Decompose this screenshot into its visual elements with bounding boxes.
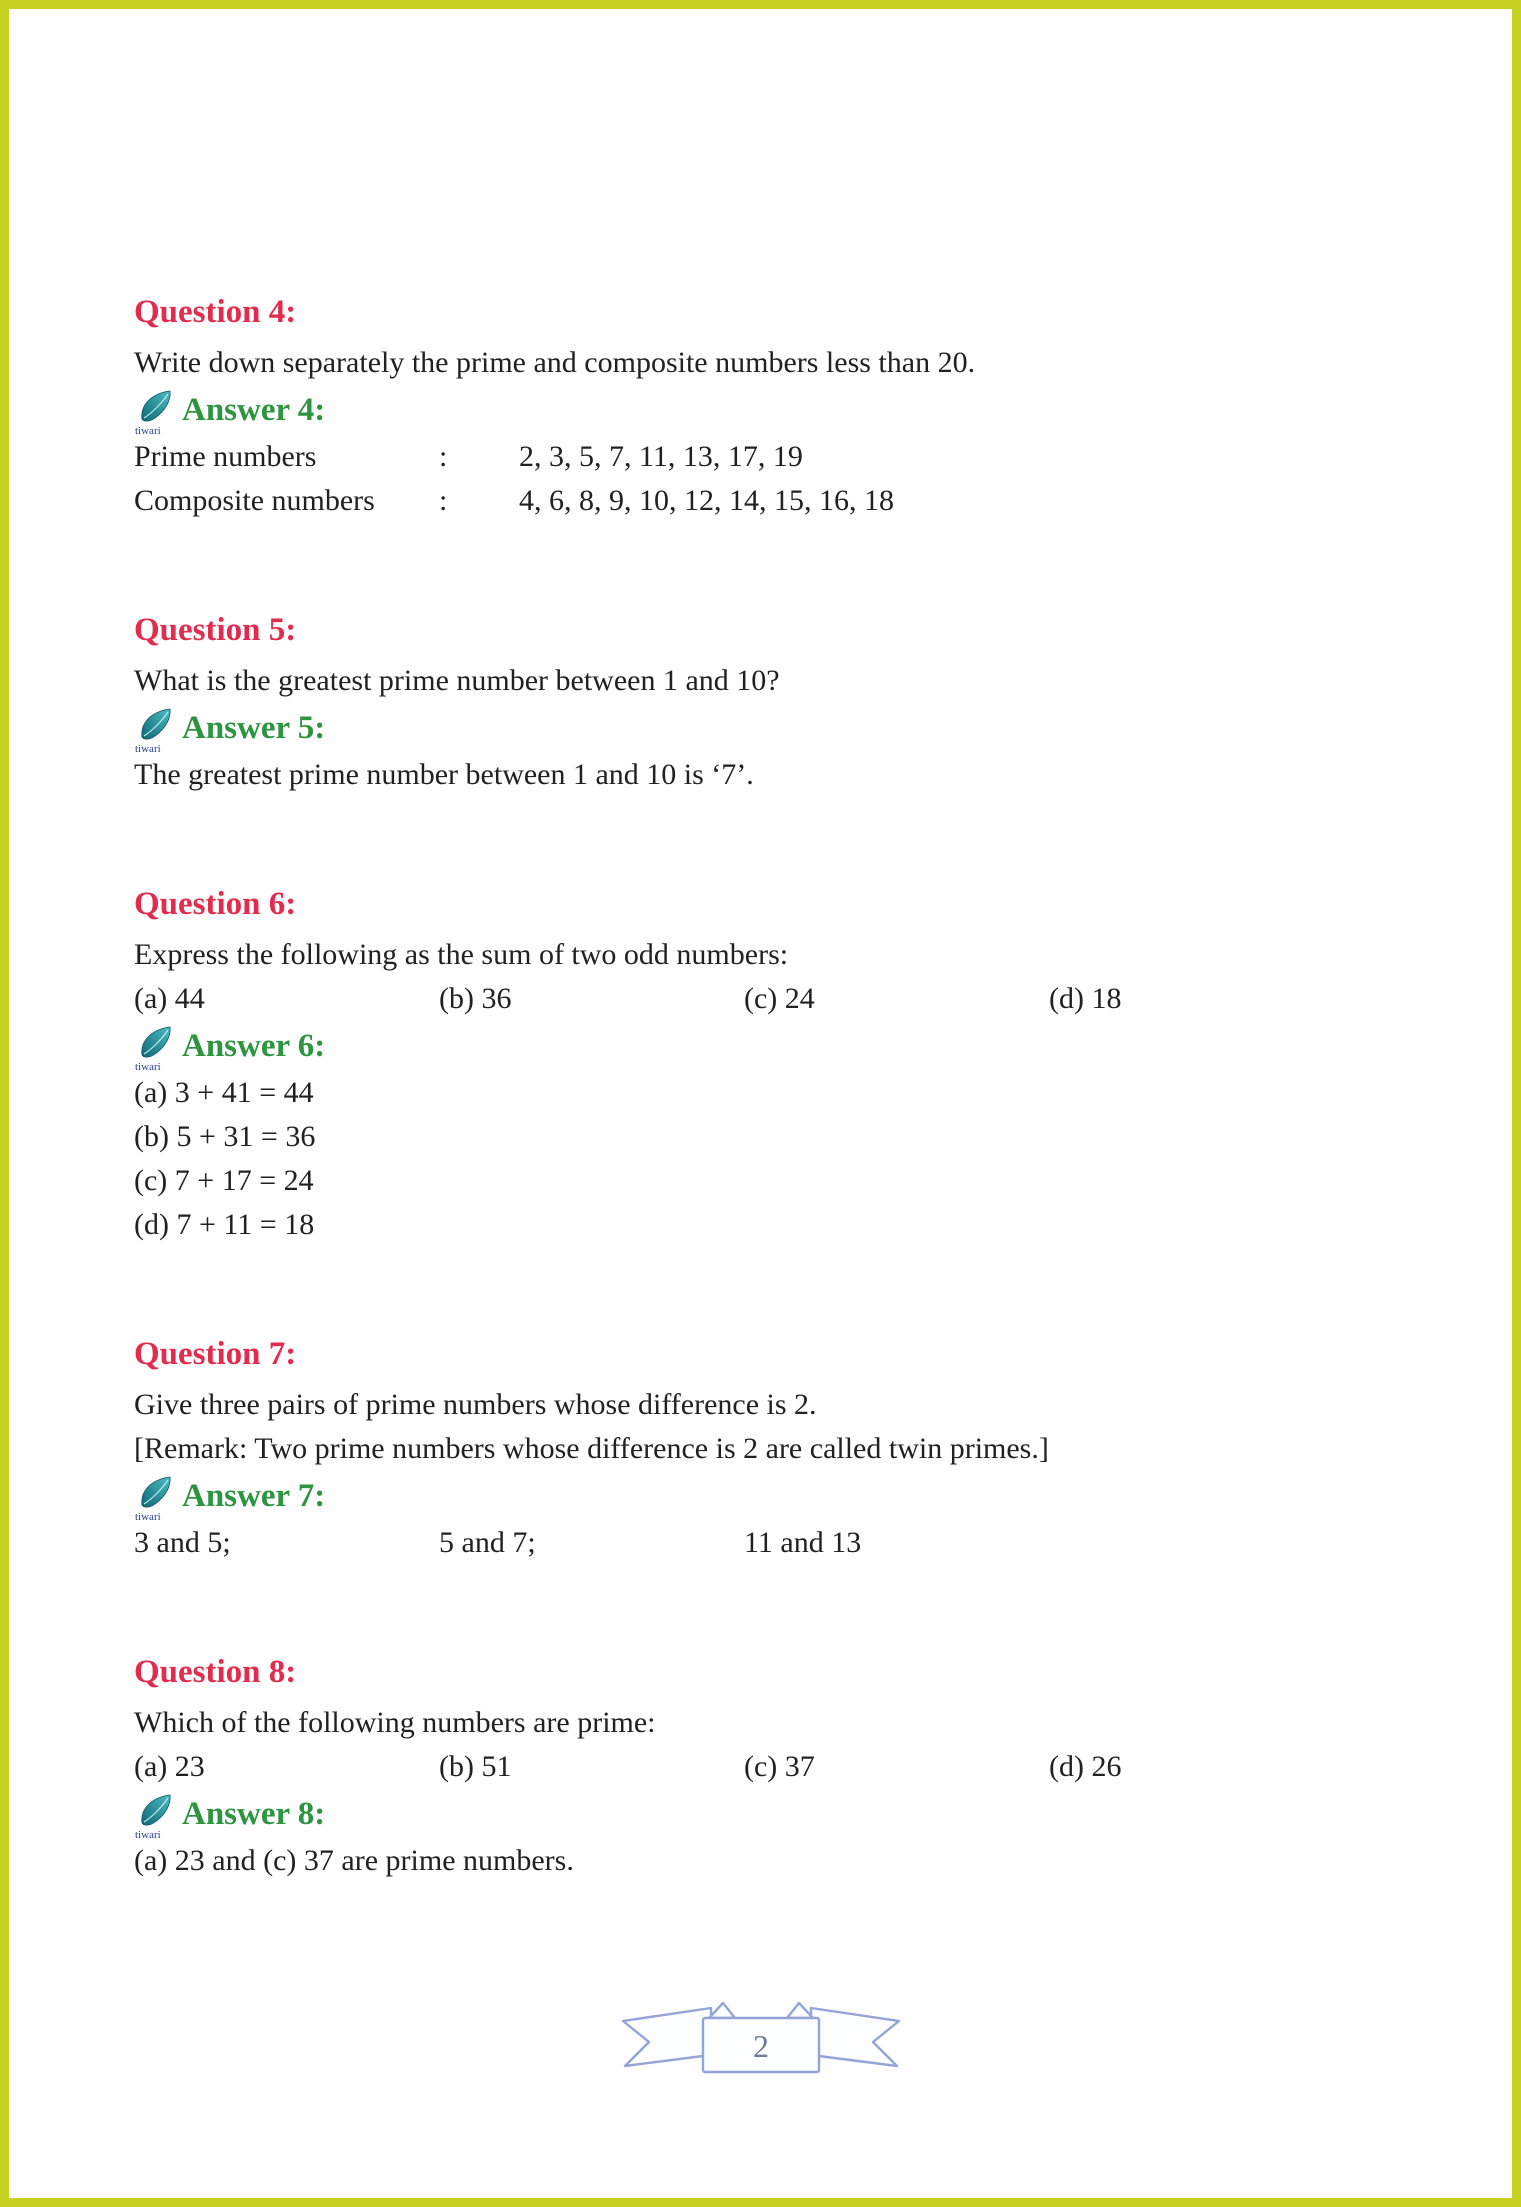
row-label: Composite numbers [134, 484, 375, 517]
tiwari-academy-leaf-icon [134, 1793, 174, 1841]
question-heading: Question 4: [134, 294, 297, 330]
question-5-section [134, 607, 1452, 797]
answer-heading-row [134, 385, 1452, 435]
option-a: (a) 23 [134, 1750, 205, 1783]
option-b: (b) 51 [439, 1750, 512, 1783]
question-text: Express the following as the sum of two odd numbers: [134, 938, 789, 971]
answer-heading: Answer 4: [182, 392, 326, 428]
tiwari-academy-leaf-icon [134, 707, 174, 755]
remark-text: [Remark: Two prime numbers whose difference is 2 are called twin primes.] [134, 1432, 1049, 1465]
answer-heading: Answer 6: [182, 1028, 326, 1064]
option-d: (d) 18 [1049, 982, 1122, 1015]
answer-heading: Answer 5: [182, 710, 326, 746]
option-c: (c) 24 [744, 982, 815, 1015]
pair-3: 11 and 13 [744, 1526, 862, 1559]
answer-table-row [134, 479, 1452, 523]
question-text: Give three pairs of prime numbers whose difference is 2. [134, 1388, 817, 1421]
ribbon-right-fold [787, 2003, 813, 2018]
answer-text: The greatest prime number between 1 and 10 is ‘7’. [134, 758, 754, 791]
tiwari-logo-text: tiwari [135, 425, 161, 437]
answer-heading-row [134, 1789, 1452, 1839]
tiwari-logo-text: tiwari [135, 1061, 161, 1073]
pairs-row [134, 1521, 1452, 1565]
tiwari-academy-leaf-icon [134, 1475, 174, 1523]
answer-heading: Answer 7: [182, 1478, 326, 1514]
solution-line: (c) 7 + 17 = 24 [134, 1164, 314, 1197]
options-row [134, 1745, 1452, 1789]
question-8-section [134, 1649, 1452, 1883]
row-colon: : [439, 440, 448, 473]
row-label: Prime numbers [134, 440, 317, 473]
question-text: Which of the following numbers are prime: [134, 1706, 656, 1739]
row-values: 4, 6, 8, 9, 10, 12, 14, 15, 16, 18 [519, 484, 894, 517]
ribbon-left-tail [623, 2008, 711, 2066]
page-number: 2 [752, 2028, 769, 2064]
option-a: (a) 44 [134, 982, 205, 1015]
answer-heading-row [134, 1021, 1452, 1071]
question-heading: Question 6: [134, 886, 297, 922]
question-heading: Question 5: [134, 612, 297, 648]
tiwari-academy-leaf-icon [134, 1025, 174, 1073]
option-c: (c) 37 [744, 1750, 815, 1783]
answer-heading-row [134, 1471, 1452, 1521]
answer-heading-row [134, 703, 1452, 753]
options-row [134, 977, 1452, 1021]
question-4-section [134, 289, 1452, 523]
question-7-section [134, 1331, 1452, 1565]
pair-2: 5 and 7; [439, 1526, 536, 1559]
question-heading: Question 8: [134, 1654, 297, 1690]
answer-table-row [134, 435, 1452, 479]
question-heading: Question 7: [134, 1336, 297, 1372]
answer-text: (a) 23 and (c) 37 are prime numbers. [134, 1844, 574, 1877]
question-text: What is the greatest prime number between 1 and 10? [134, 664, 780, 697]
row-colon: : [439, 484, 448, 517]
tiwari-logo-text: tiwari [135, 1511, 161, 1523]
tiwari-logo-text: tiwari [135, 743, 161, 755]
option-d: (d) 26 [1049, 1750, 1122, 1783]
answer-heading: Answer 8: [182, 1796, 326, 1832]
option-b: (b) 36 [439, 982, 512, 1015]
page-number-ribbon [611, 1994, 911, 2080]
question-text: Write down separately the prime and composite numbers less than 20. [134, 346, 976, 379]
question-6-section [134, 881, 1452, 1247]
row-values: 2, 3, 5, 7, 11, 13, 17, 19 [519, 440, 803, 473]
pair-1: 3 and 5; [134, 1526, 231, 1559]
solution-line: (b) 5 + 31 = 36 [134, 1120, 316, 1153]
solution-line: (a) 3 + 41 = 44 [134, 1076, 314, 1109]
tiwari-logo-text: tiwari [135, 1829, 161, 1841]
tiwari-academy-leaf-icon [134, 389, 174, 437]
ribbon-right-tail [811, 2008, 899, 2066]
solution-line: (d) 7 + 11 = 18 [134, 1208, 315, 1241]
ribbon-left-fold [709, 2003, 735, 2018]
